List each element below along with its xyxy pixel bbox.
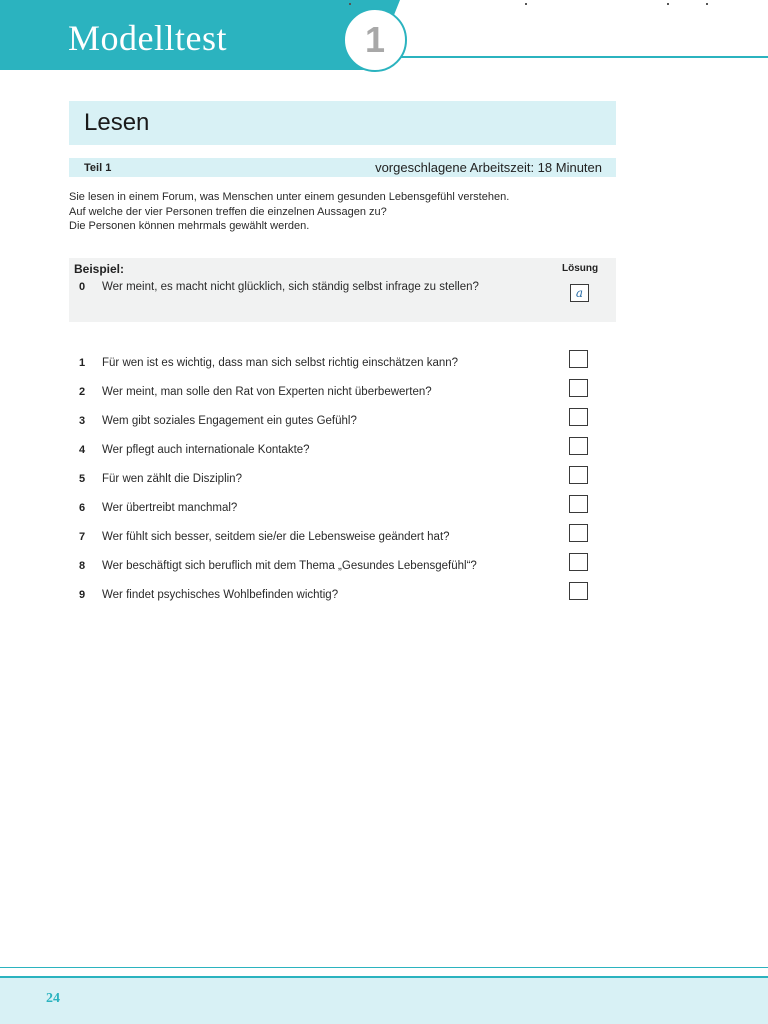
question-number: 4 bbox=[78, 444, 86, 456]
question-number: 1 bbox=[78, 357, 86, 369]
answer-box[interactable] bbox=[569, 408, 588, 426]
example-heading: Beispiel: bbox=[74, 262, 125, 276]
question-text: Wer übertreibt manchmal? bbox=[102, 502, 238, 514]
question-text: Wer meint, man solle den Rat von Experten nicht überbewerten? bbox=[102, 386, 432, 398]
answer-box[interactable] bbox=[569, 379, 588, 397]
question-number: 2 bbox=[78, 386, 86, 398]
crop-mark bbox=[706, 3, 708, 5]
header-rule bbox=[390, 56, 768, 58]
example-answer-box bbox=[570, 284, 589, 302]
question-text: Wer findet psychisches Wohlbefinden wichtig? bbox=[102, 589, 339, 601]
answer-box[interactable] bbox=[569, 582, 588, 600]
section-bar bbox=[69, 101, 616, 145]
question-text: Für wen ist es wichtig, dass man sich selbst richtig einschätzen kann? bbox=[102, 357, 459, 369]
question-number: 9 bbox=[78, 589, 86, 601]
answer-box[interactable] bbox=[569, 437, 588, 455]
footer-rule bbox=[0, 976, 768, 978]
instruction-line: Auf welche der vier Personen treffen die einzelnen Aussagen zu? bbox=[69, 206, 387, 218]
answer-box[interactable] bbox=[569, 524, 588, 542]
test-number-badge bbox=[343, 8, 407, 72]
page-title: Modelltest bbox=[68, 18, 227, 58]
crop-mark bbox=[667, 3, 669, 5]
instruction-line: Sie lesen in einem Forum, was Menschen unter einem gesunden Lebensgefühl verstehen. bbox=[69, 191, 510, 203]
answer-box[interactable] bbox=[569, 350, 588, 368]
question-text: Wer pflegt auch internationale Kontakte? bbox=[102, 444, 310, 456]
footer-band bbox=[0, 976, 768, 1024]
instruction-line: Die Personen können mehrmals gewählt werden. bbox=[69, 220, 310, 232]
footer-rule bbox=[0, 967, 768, 968]
question-number: 5 bbox=[78, 473, 86, 485]
example-number: 0 bbox=[78, 281, 86, 293]
answer-box[interactable] bbox=[569, 466, 588, 484]
crop-mark bbox=[349, 3, 351, 5]
question-number: 7 bbox=[78, 531, 86, 543]
suggested-time: vorgeschlagene Arbeitszeit: 18 Minuten bbox=[375, 160, 602, 175]
test-number: 1 bbox=[364, 19, 386, 60]
question-text: Wer fühlt sich besser, seitdem sie/er die Lebensweise geändert hat? bbox=[102, 531, 450, 543]
question-text: Für wen zählt die Disziplin? bbox=[102, 473, 242, 485]
question-number: 8 bbox=[78, 560, 86, 572]
crop-mark bbox=[525, 3, 527, 5]
question-number: 3 bbox=[78, 415, 86, 427]
example-question: Wer meint, es macht nicht glücklich, sich ständig selbst infrage zu stellen? bbox=[102, 281, 479, 293]
part-label: Teil 1 bbox=[84, 162, 112, 174]
example-answer: a bbox=[575, 286, 584, 300]
solution-heading: Lösung bbox=[562, 263, 599, 274]
answer-box[interactable] bbox=[569, 495, 588, 513]
question-text: Wem gibt soziales Engagement ein gutes Gefühl? bbox=[102, 415, 357, 427]
question-text: Wer beschäftigt sich beruflich mit dem Thema „Gesundes Lebensgefühl“? bbox=[102, 560, 477, 572]
question-number: 6 bbox=[78, 502, 86, 514]
section-title: Lesen bbox=[84, 109, 150, 136]
page-number: 24 bbox=[46, 991, 60, 1006]
answer-box[interactable] bbox=[569, 553, 588, 571]
